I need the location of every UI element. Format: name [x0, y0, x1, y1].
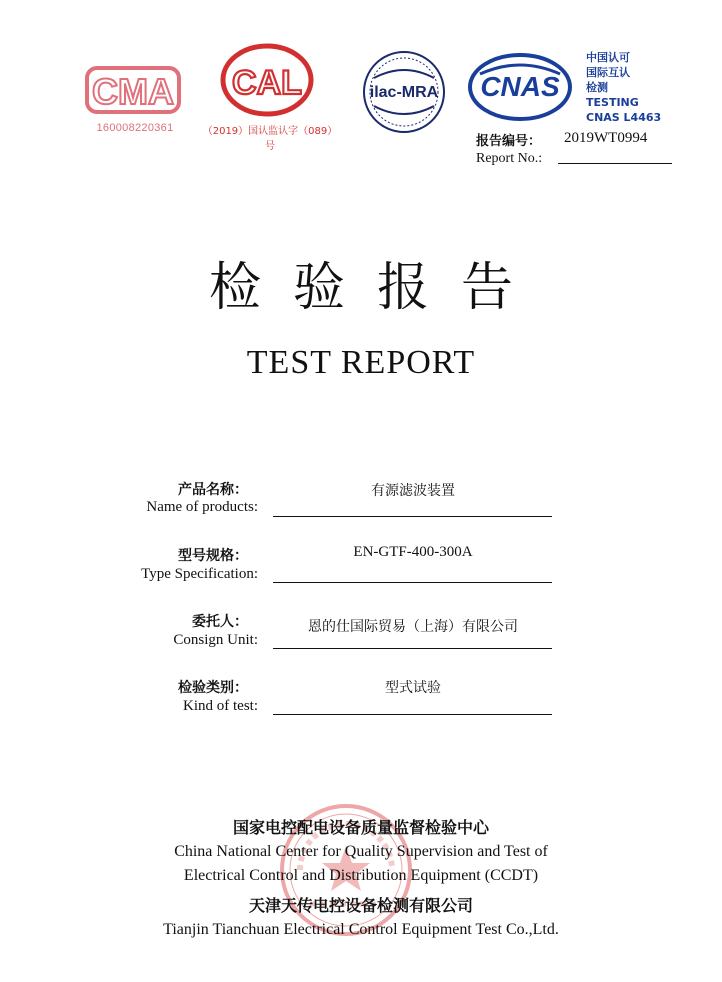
report-no-value: 2019WT0994 — [564, 130, 648, 146]
center-name-en-1: China National Center for Quality Supervision and Test of — [174, 843, 548, 860]
cal-caption: （2019）国认监认字（089）号 — [202, 126, 338, 152]
center-name-en-2: Electrical Control and Distribution Equipment (CCDT) — [183, 867, 539, 884]
title-en: TEST REPORT — [246, 344, 476, 381]
svg-text:CNAS: CNAS — [480, 71, 560, 102]
type-spec-label-en: Type Specification: — [141, 566, 258, 582]
cma-logo — [84, 62, 182, 118]
cnas-logo — [466, 52, 574, 122]
cnas-side-text — [586, 50, 661, 125]
product-name-label-en: Name of products: — [146, 499, 258, 515]
center-name-cn: 国家电控配电设备质量监督检验中心 — [232, 818, 489, 837]
type-spec-label-cn: 型号规格： — [178, 548, 248, 564]
kind-of-test-label-en: Kind of test: — [183, 698, 258, 714]
cnas-line: CNAS L4463 — [586, 111, 662, 124]
cnas-line: 检测 — [586, 81, 608, 94]
consign-unit-value: 恩的仕国际贸易（上海）有限公司 — [308, 619, 518, 635]
company-name-en: Tianjin Tianchuan Electrical Control Equipment Test Co.,Ltd. — [163, 921, 559, 938]
field-underline — [273, 582, 552, 583]
svg-text:CAL: CAL — [232, 64, 302, 102]
field-underline — [273, 516, 552, 517]
company-name-cn: 天津天传电控设备检测有限公司 — [248, 896, 473, 915]
cnas-line: TESTING — [586, 96, 639, 109]
cal-logo — [219, 42, 315, 118]
title-cn: 检验报告 — [208, 258, 545, 318]
field-underline — [273, 648, 552, 649]
kind-of-test-label-cn: 检验类别： — [178, 680, 248, 696]
svg-text:CMA: CMA — [92, 71, 174, 112]
report-no-underline — [558, 163, 672, 164]
kind-of-test-value: 型式试验 — [385, 680, 441, 696]
consign-unit-label-en: Consign Unit: — [173, 632, 258, 648]
cnas-line: 中国认可 — [586, 51, 630, 64]
type-spec-value: EN-GTF-400-300A — [353, 544, 473, 560]
consign-unit-label-cn: 委托人： — [192, 614, 248, 630]
product-name-value: 有源滤波装置 — [371, 483, 455, 499]
report-no-label-en: Report No.: — [476, 151, 543, 166]
report-no-label-cn: 报告编号： — [476, 134, 542, 149]
cnas-line: 国际互认 — [586, 66, 630, 79]
product-name-label-cn: 产品名称： — [178, 482, 248, 498]
svg-text:ilac-MRA: ilac-MRA — [369, 84, 439, 101]
cma-number: 160008220361 — [96, 122, 174, 134]
field-underline — [273, 714, 552, 715]
ilac-mra-logo — [356, 48, 452, 136]
